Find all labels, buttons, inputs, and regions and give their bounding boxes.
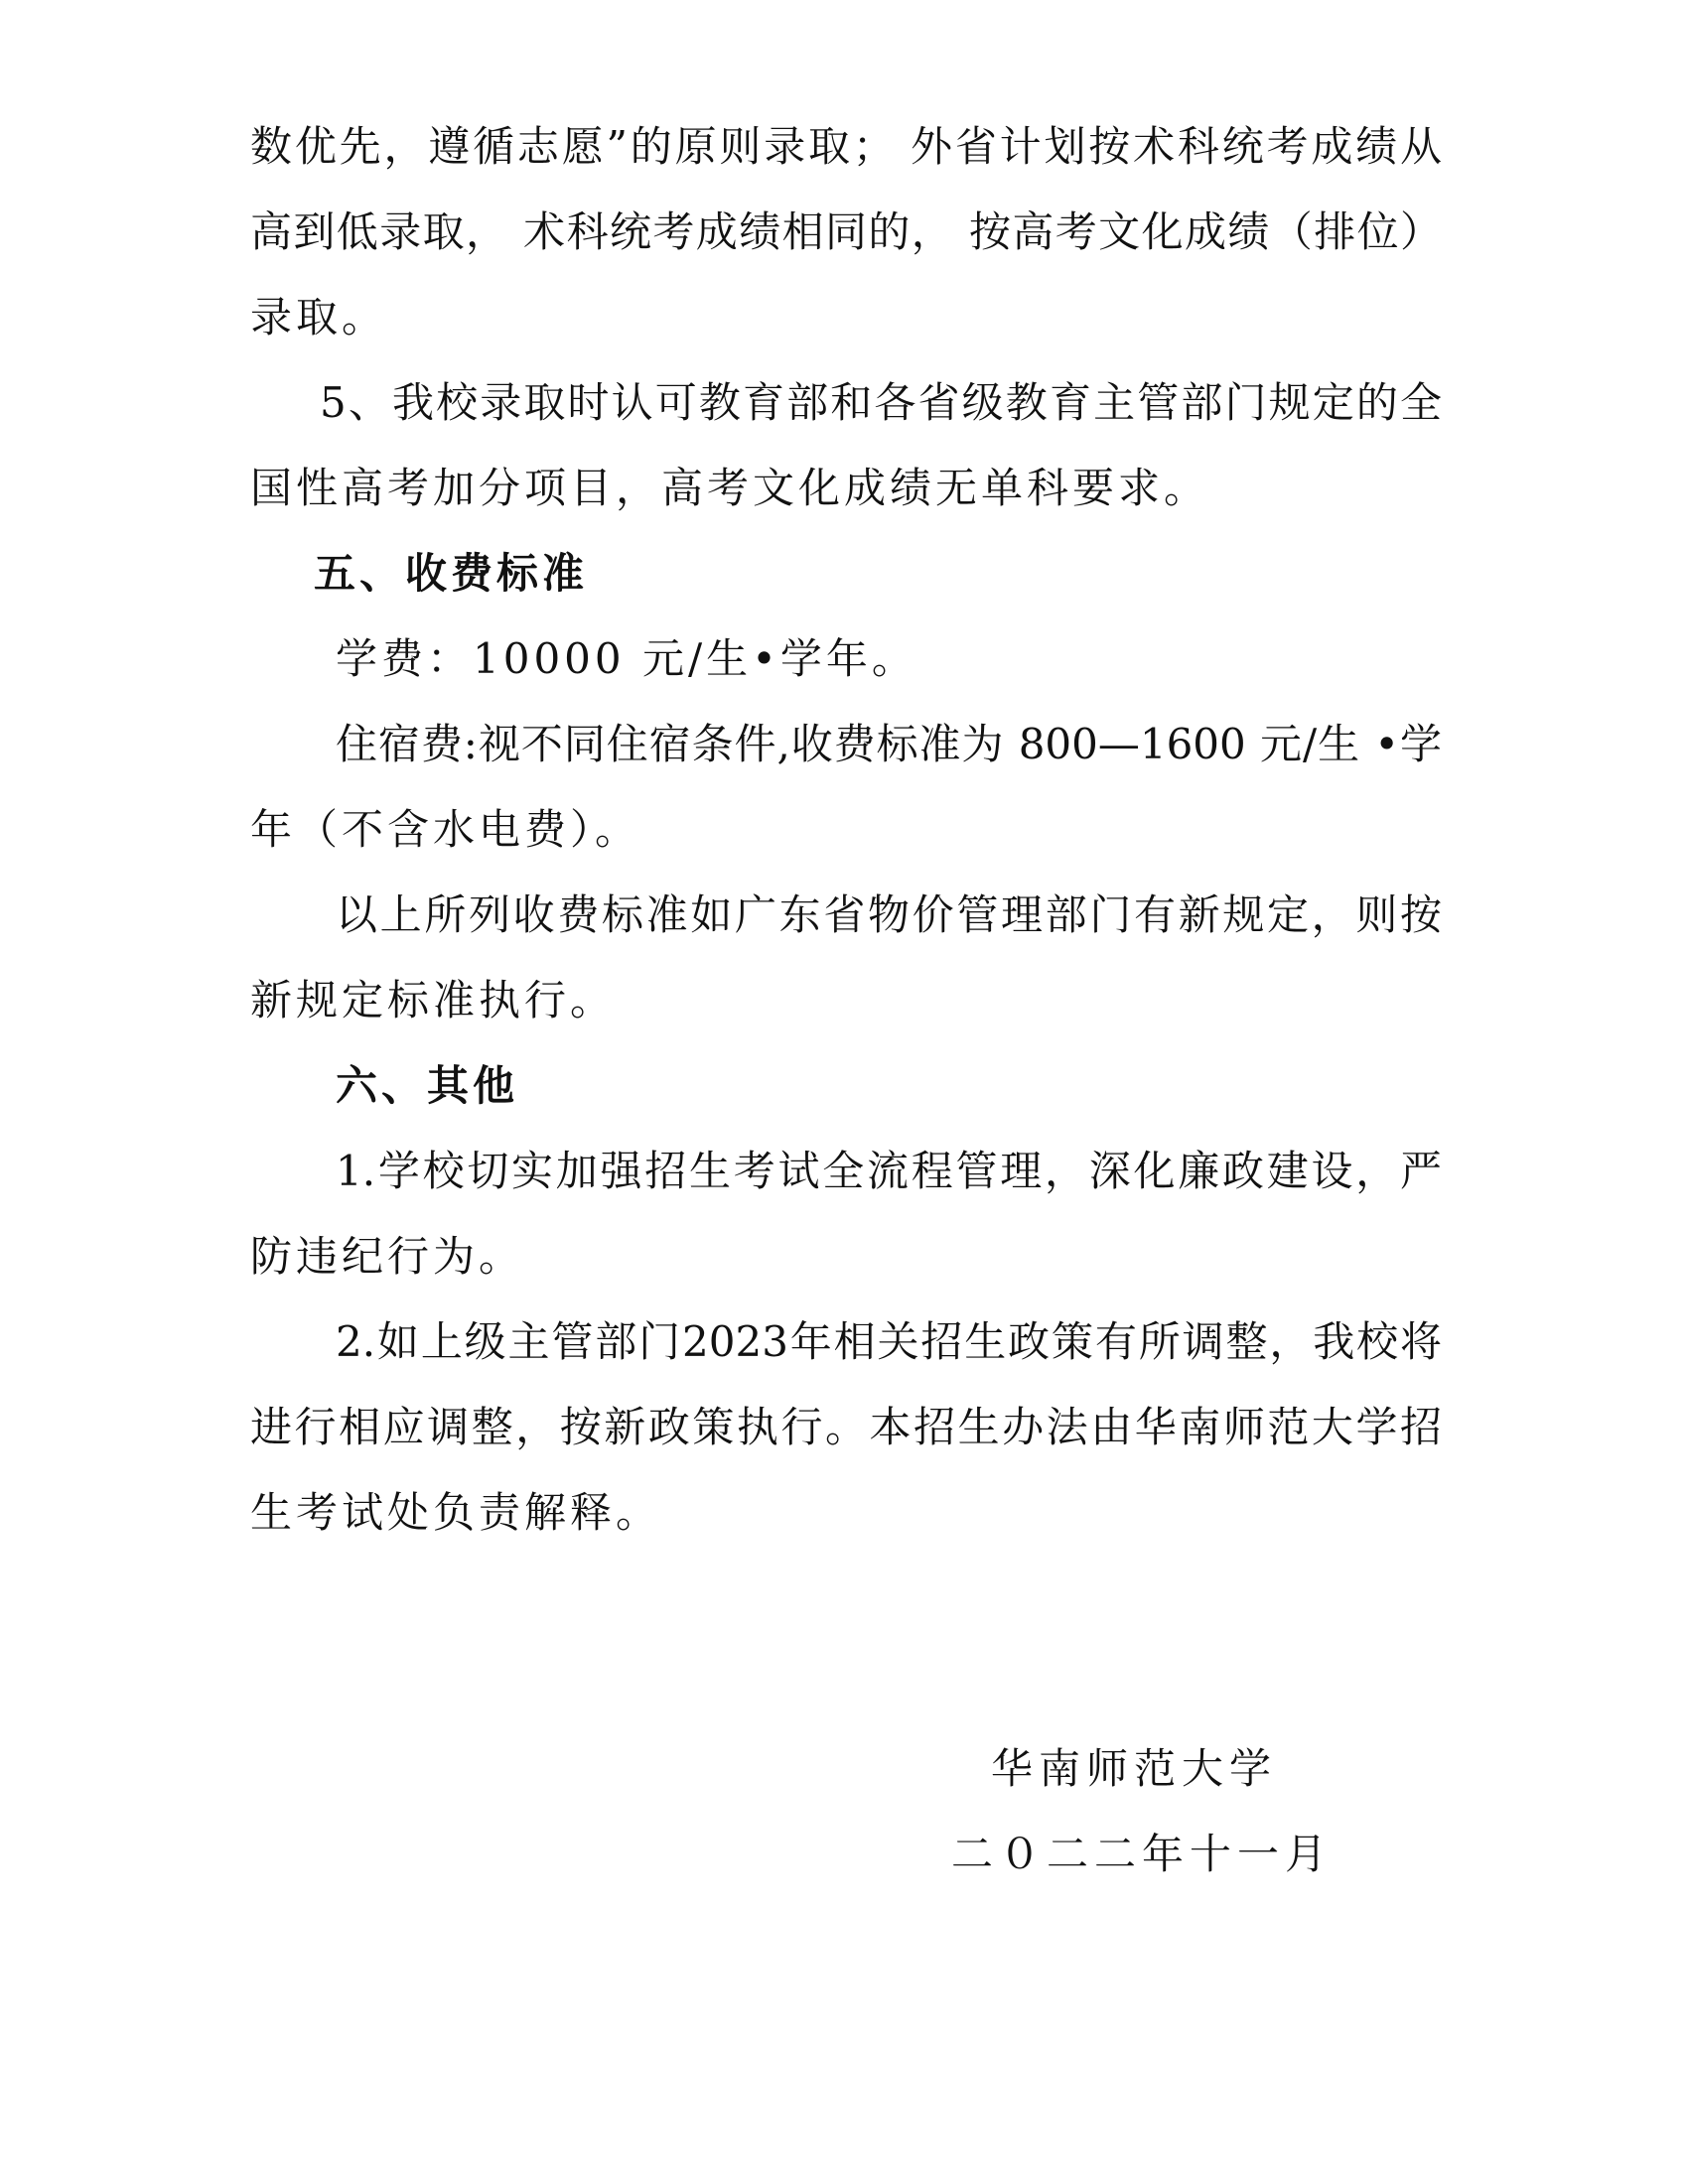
paragraph-line: 住宿费:视不同住宿条件,收费标准为 800—1600 元/生 •学 — [336, 720, 1442, 768]
paragraph-line: 生考试处负责解释。 — [250, 1488, 662, 1537]
paragraph-line: 2.如上级主管部门2023年相关招生政策有所调整，我校将 — [336, 1317, 1442, 1366]
paragraph-line: 录取。 — [250, 293, 388, 341]
section-heading-fees: 五、收费标准 — [314, 549, 589, 598]
paragraph-line: 国性高考加分项目，高考文化成绩无单科要求。 — [250, 464, 1210, 512]
paragraph-line: 高到低录取， 术科统考成绩相同的， 按高考文化成绩（排位） — [250, 207, 1442, 256]
paragraph-line: 5、我校录取时认可教育部和各省级教育主管部门规定的全 — [320, 378, 1442, 427]
section-heading-other: 六、其他 — [336, 1061, 519, 1110]
signature-organization: 华南师范大学 — [991, 1744, 1278, 1793]
paragraph-line: 1.学校切实加强招生考试全流程管理，深化廉政建设，严 — [336, 1147, 1442, 1195]
paragraph-line: 学费：10000 元/生•学年。 — [336, 634, 917, 683]
paragraph-line: 进行相应调整，按新政策执行。本招生办法由华南师范大学招 — [250, 1403, 1442, 1451]
paragraph-line: 防违纪行为。 — [250, 1232, 525, 1281]
paragraph-line: 数优先，遵循志愿”的原则录取； 外省计划按术科统考成绩从 — [250, 122, 1442, 171]
paragraph-line: 年（不含水电费）。 — [250, 805, 641, 854]
paragraph-line: 新规定标准执行。 — [250, 976, 617, 1024]
paragraph-line: 以上所列收费标准如广东省物价管理部门有新规定，则按 — [336, 890, 1442, 939]
signature-date: 二０二二年十一月 — [951, 1830, 1334, 1878]
